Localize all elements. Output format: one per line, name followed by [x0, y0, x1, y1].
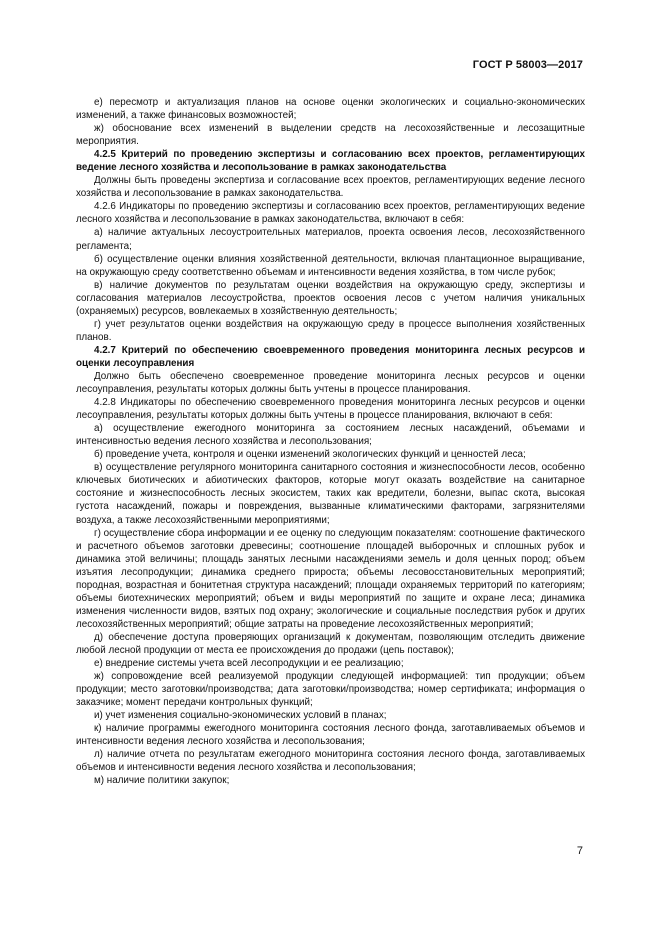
section-heading: 4.2.5 Критерий по проведению экспертизы и согласованию всех проектов, регламентирующих ведение лесного хозяйства и лесопользование в рамках законодательства	[76, 149, 585, 174]
body-paragraph: Должны быть проведены экспертиза и согласование всех проектов, регламентирующих ведение лесного хозяйства и лесопользование в рамках законодательства.	[76, 175, 585, 200]
body-paragraph: е) внедрение системы учета всей лесопродукции и ее реализацию;	[94, 658, 404, 670]
body-paragraph: г) учет результатов оценки воздействия на окружающую среду в процессе выполнения хозяйственных планов.	[76, 318, 585, 343]
body-paragraph: и) учет изменения социально-экономических условий в планах;	[94, 710, 387, 722]
document-code-header: ГОСТ Р 58003—2017	[472, 59, 583, 71]
body-paragraph: д) обеспечение доступа проверяющих организаций к документам, позволяющим отследить движение любой лесной продукции от места ее происхождения до продажи (цепь поставок);	[76, 631, 585, 656]
body-paragraph: м) наличие политики закупок;	[94, 775, 230, 787]
body-paragraph: 4.2.6 Индикаторы по проведению экспертизы и согласованию всех проектов, регламентирующих ведение лесного хозяйства и лесопользование в рамках законодательства, включают в себя:	[76, 201, 585, 226]
body-paragraph: б) осуществление оценки влияния хозяйственной деятельности, включая плантационное выращивание, на окружающую среду соответственно объемам и интенсивности ведения хозяйства, в том числе рубок;	[76, 253, 585, 278]
body-paragraph: г) осуществление сбора информации и ее оценку по следующим показателям: соотношение фактического и расчетного объемов заготовки древесины; соотношение площадей выборочных и сплошных рубок и динамика этой величины; площадь занятых лесными насаждениями земель и доля ценных пород; объем изъятия лесопродукции; динамика среднего прироста; объемы лесовосстановительных мероприятий; породная, возрастная и бонитетная структура насаждений; площади охраняемых территорий по категориям; объемы биотехнических мероприятий; объем и виды мероприятий по защите и охране леса; динамика изменения численности видов, взятых под охрану; экологические и социальные последствия рубок и других лесохозяйственных мероприятий; общие затраты на проведение лесохозяйственных мероприятий;	[76, 527, 585, 630]
body-paragraph: а) осуществление ежегодного мониторинга за состоянием лесных насаждений, объемами и интенсивностью ведения лесного хозяйства и лесопользования;	[76, 423, 585, 448]
body-paragraph: л) наличие отчета по результатам ежегодного мониторинга состояния лесного фонда, заготавливаемых объемов и интенсивности ведения лесного хозяйства и лесопользования;	[76, 749, 585, 774]
document-body	[76, 96, 585, 787]
page-number: 7	[576, 845, 583, 857]
body-paragraph: в) осуществление регулярного мониторинга санитарного состояния и жизнеспособности лесов, особенно ключевых биотических и абиотических факторов, которые могут оказать воздействие на санитарное состояние и жизнеспособность лесных экосистем, таких как вредители, болезни, выпас скота, высокая густота насаждений, пожары и повреждения, вызванные климатическими факторами, загрязнителями воздуха, а также лесохозяйственными мероприятиями;	[76, 462, 585, 526]
body-paragraph: к) наличие программы ежегодного мониторинга состояния лесного фонда, заготавливаемых объемов и интенсивности ведения лесного хозяйства и лесопользования;	[76, 723, 585, 748]
body-paragraph: в) наличие документов по результатам оценки воздействия на окружающую среду, экспертизы и согласования материалов лесоустройства, проектов освоения лесов с учетом наличия уникальных (охраняемых) ресурсов, вовлекаемых в хозяйственную деятельность;	[76, 279, 585, 317]
body-paragraph: Должно быть обеспечено своевременное проведение мониторинга лесных ресурсов и оценки лесоуправления, результаты которых должны быть учтены в процессе планирования.	[76, 370, 585, 396]
body-paragraph: ж) сопровождение всей реализуемой продукции следующей информацией: тип продукции; объем продукции; место заготовки/производства; дата заготовки/производства; номер сертификата; информация о заказчике; момент передачи контрольных функций;	[76, 671, 585, 709]
body-paragraph: б) проведение учета, контроля и оценки изменений экологических функций и ценностей леса;	[94, 449, 526, 461]
body-paragraph: е) пересмотр и актуализация планов на основе оценки экологических и социально-экономических изменений, а также финансовых возможностей;	[76, 97, 585, 122]
body-paragraph: ж) обоснование всех изменений в выделении средств на лесохозяйственные и лесозащитные мероприятия.	[76, 123, 585, 148]
section-heading: 4.2.7 Критерий по обеспечению своевременного проведения мониторинга лесных ресурсов и оценки лесоуправления	[76, 344, 585, 369]
body-paragraph: а) наличие актуальных лесоустроительных материалов, проекта освоения лесов, лесохозяйственного регламента;	[76, 227, 585, 252]
body-paragraph: 4.2.8 Индикаторы по обеспечению своевременного проведения мониторинга лесных ресурсов и оценки лесоуправления, результаты которых должны быть учтены в процессе планирования, включают в себя:	[76, 397, 585, 422]
